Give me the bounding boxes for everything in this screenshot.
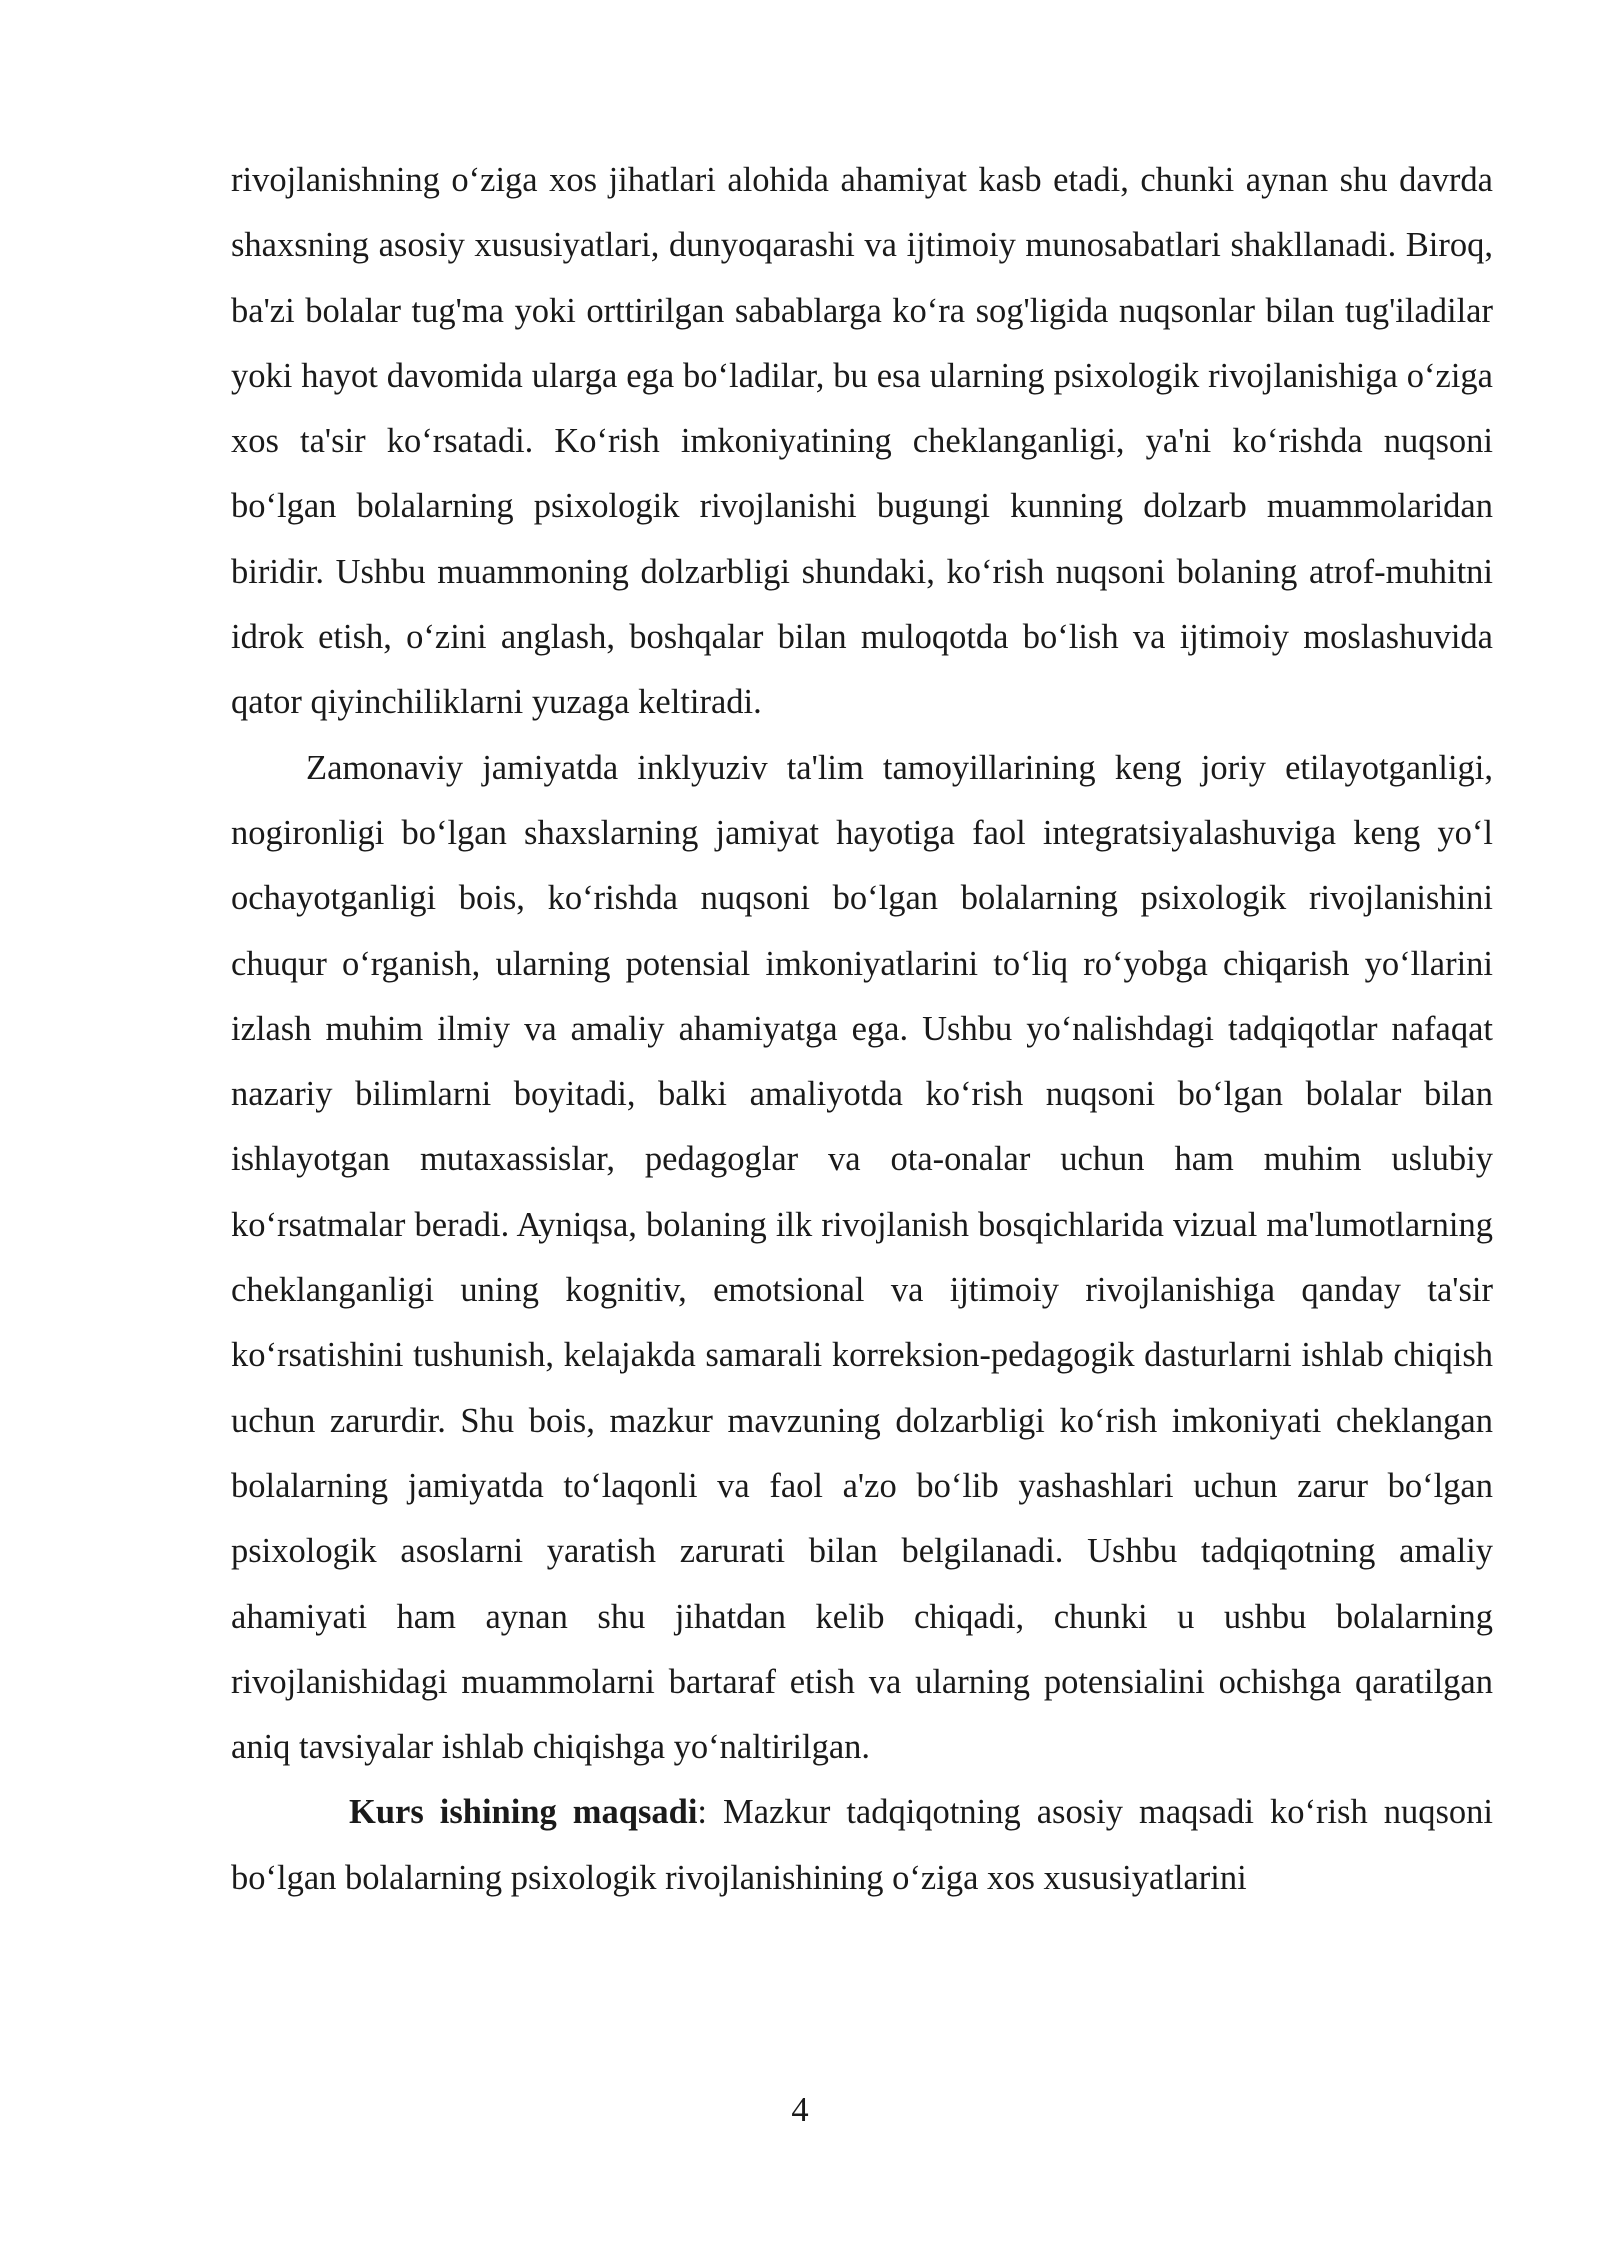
paragraph-course-goal: [231, 1780, 1493, 1911]
course-goal-label: Kurs ishining maqsadi: [349, 1793, 698, 1832]
page-number: 4: [791, 2091, 809, 2129]
paragraph-intro-continuation: rivojlanishning o‘ziga xos jihatlari alohida ahamiyat kasb etadi, chunki aynan shu davrda shaxsning asosiy xususiyatlari, dunyoqarashi va ijtimoiy munosabatlari shakllanadi. Biroq, ba'zi bolalar tug'ma yoki orttirilgan sabablarga ko‘ra sog'ligida nuqsonlar bilan tug'iladilar yoki hayot davomida ularga ega bo‘ladilar, bu esa ularning psixologik rivojlanishiga o‘ziga xos ta'sir ko‘rsatadi. Ko‘rish imkoniyatining cheklanganligi, ya'ni ko‘rishda nuqsoni bo‘lgan bolalarning psixologik rivojlanishi bugungi kunning dolzarb muammolaridan biridir. Ushbu muammoning dolzarbligi shundaki, ko‘rish nuqsoni bolaning atrof-muhitni idrok etish, o‘zini anglash, boshqalar bilan muloqotda bo‘lish va ijtimoiy moslashuvida qator qiyinchiliklarni yuzaga keltiradi.: [231, 161, 1493, 722]
course-goal-separator: :: [697, 1793, 724, 1832]
document-page: [231, 148, 1493, 1911]
paragraph-relevance: Zamonaviy jamiyatda inklyuziv ta'lim tamoyillarining keng joriy etilayotganligi, nogironligi bo‘lgan shaxslarning jamiyat hayotiga faol integratsiyalashuviga keng yo‘l ochayotganligi bois, ko‘rishda nuqsoni bo‘lgan bolalarning psixologik rivojlanishini chuqur o‘rganish, ularning potensial imkoniyatlarini to‘liq ro‘yobga chiqarish yo‘llarini izlash muhim ilmiy va amaliy ahamiyatga ega. Ushbu yo‘nalishdagi tadqiqotlar nafaqat nazariy bilimlarni boyitadi, balki amaliyotda ko‘rish nuqsoni bo‘lgan bolalar bilan ishlayotgan mutaxassislar, pedagoglar va ota-onalar uchun ham muhim uslubiy ko‘rsatmalar beradi. Ayniqsa, bolaning ilk rivojlanish bosqichlarida vizual ma'lumotlarning cheklanganligi uning kognitiv, emotsional va ijtimoiy rivojlanishiga qanday ta'sir ko‘rsatishini tushunish, kelajakda samarali korreksion-pedagogik dasturlarni ishlab chiqish uchun zarurdir. Shu bois, mazkur mavzuning dolzarbligi ko‘rish imkoniyati cheklangan bolalarning jamiyatda to‘laqonli va faol a'zo bo‘lib yashashlari uchun zarur bo‘lgan psixologik asoslarni yaratish zarurati bilan belgilanadi. Ushbu tadqiqotning amaliy ahamiyati ham aynan shu jihatdan kelib chiqadi, chunki u ushbu bolalarning rivojlanishidagi muammolarni bartaraf etish va ularning potensialini ochishga qaratilgan aniq tavsiyalar ishlab chiqishga yo‘naltirilgan.: [231, 748, 1493, 1767]
course-goal-text: Mazkur tadqiqotning asosiy maqsadi ko‘rish nuqsoni bo‘lgan bolalarning psixologik rivojlanishining o‘ziga xos xususiyatlarini: [231, 1793, 1493, 1897]
